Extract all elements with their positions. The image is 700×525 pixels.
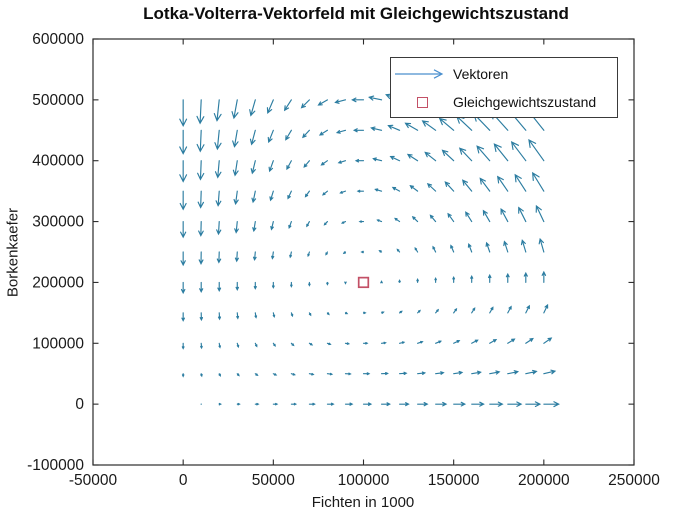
svg-text:300000: 300000 [32,213,84,231]
svg-text:200000: 200000 [32,274,84,292]
legend-entry-gleichgewichtszustand [391,88,596,116]
y-axis-label: Borkenkaefer [4,207,22,298]
chart-title: Lotka-Volterra-Vektorfeld mit Gleichgewichtszustand [143,4,569,23]
equilibrium-marker [359,278,369,288]
vector-arrow-icon [391,67,453,81]
svg-text:600000: 600000 [32,31,84,48]
svg-text:400000: 400000 [32,152,84,170]
svg-text:-100000: -100000 [27,457,84,474]
legend-label-gleichgewichtszustand: Gleichgewichtszustand [453,94,597,110]
svg-text:100000: 100000 [337,472,390,489]
svg-text:250000: 250000 [608,472,660,489]
svg-text:500000: 500000 [32,91,84,109]
quiver-arrows [180,74,559,407]
svg-text:150000: 150000 [427,472,480,489]
x-axis-label: Fichten in 1000 [311,494,415,511]
svg-text:200000: 200000 [517,472,570,489]
svg-text:-50000: -50000 [68,472,118,489]
svg-text:50000: 50000 [251,472,295,489]
legend [390,57,618,118]
svg-text:0: 0 [75,396,84,414]
open-square-icon [391,97,453,108]
legend-label-vektoren: Vektoren [453,66,509,82]
svg-text:0: 0 [178,472,188,489]
svg-text:100000: 100000 [32,335,84,353]
legend-entry-vektoren [391,60,508,88]
